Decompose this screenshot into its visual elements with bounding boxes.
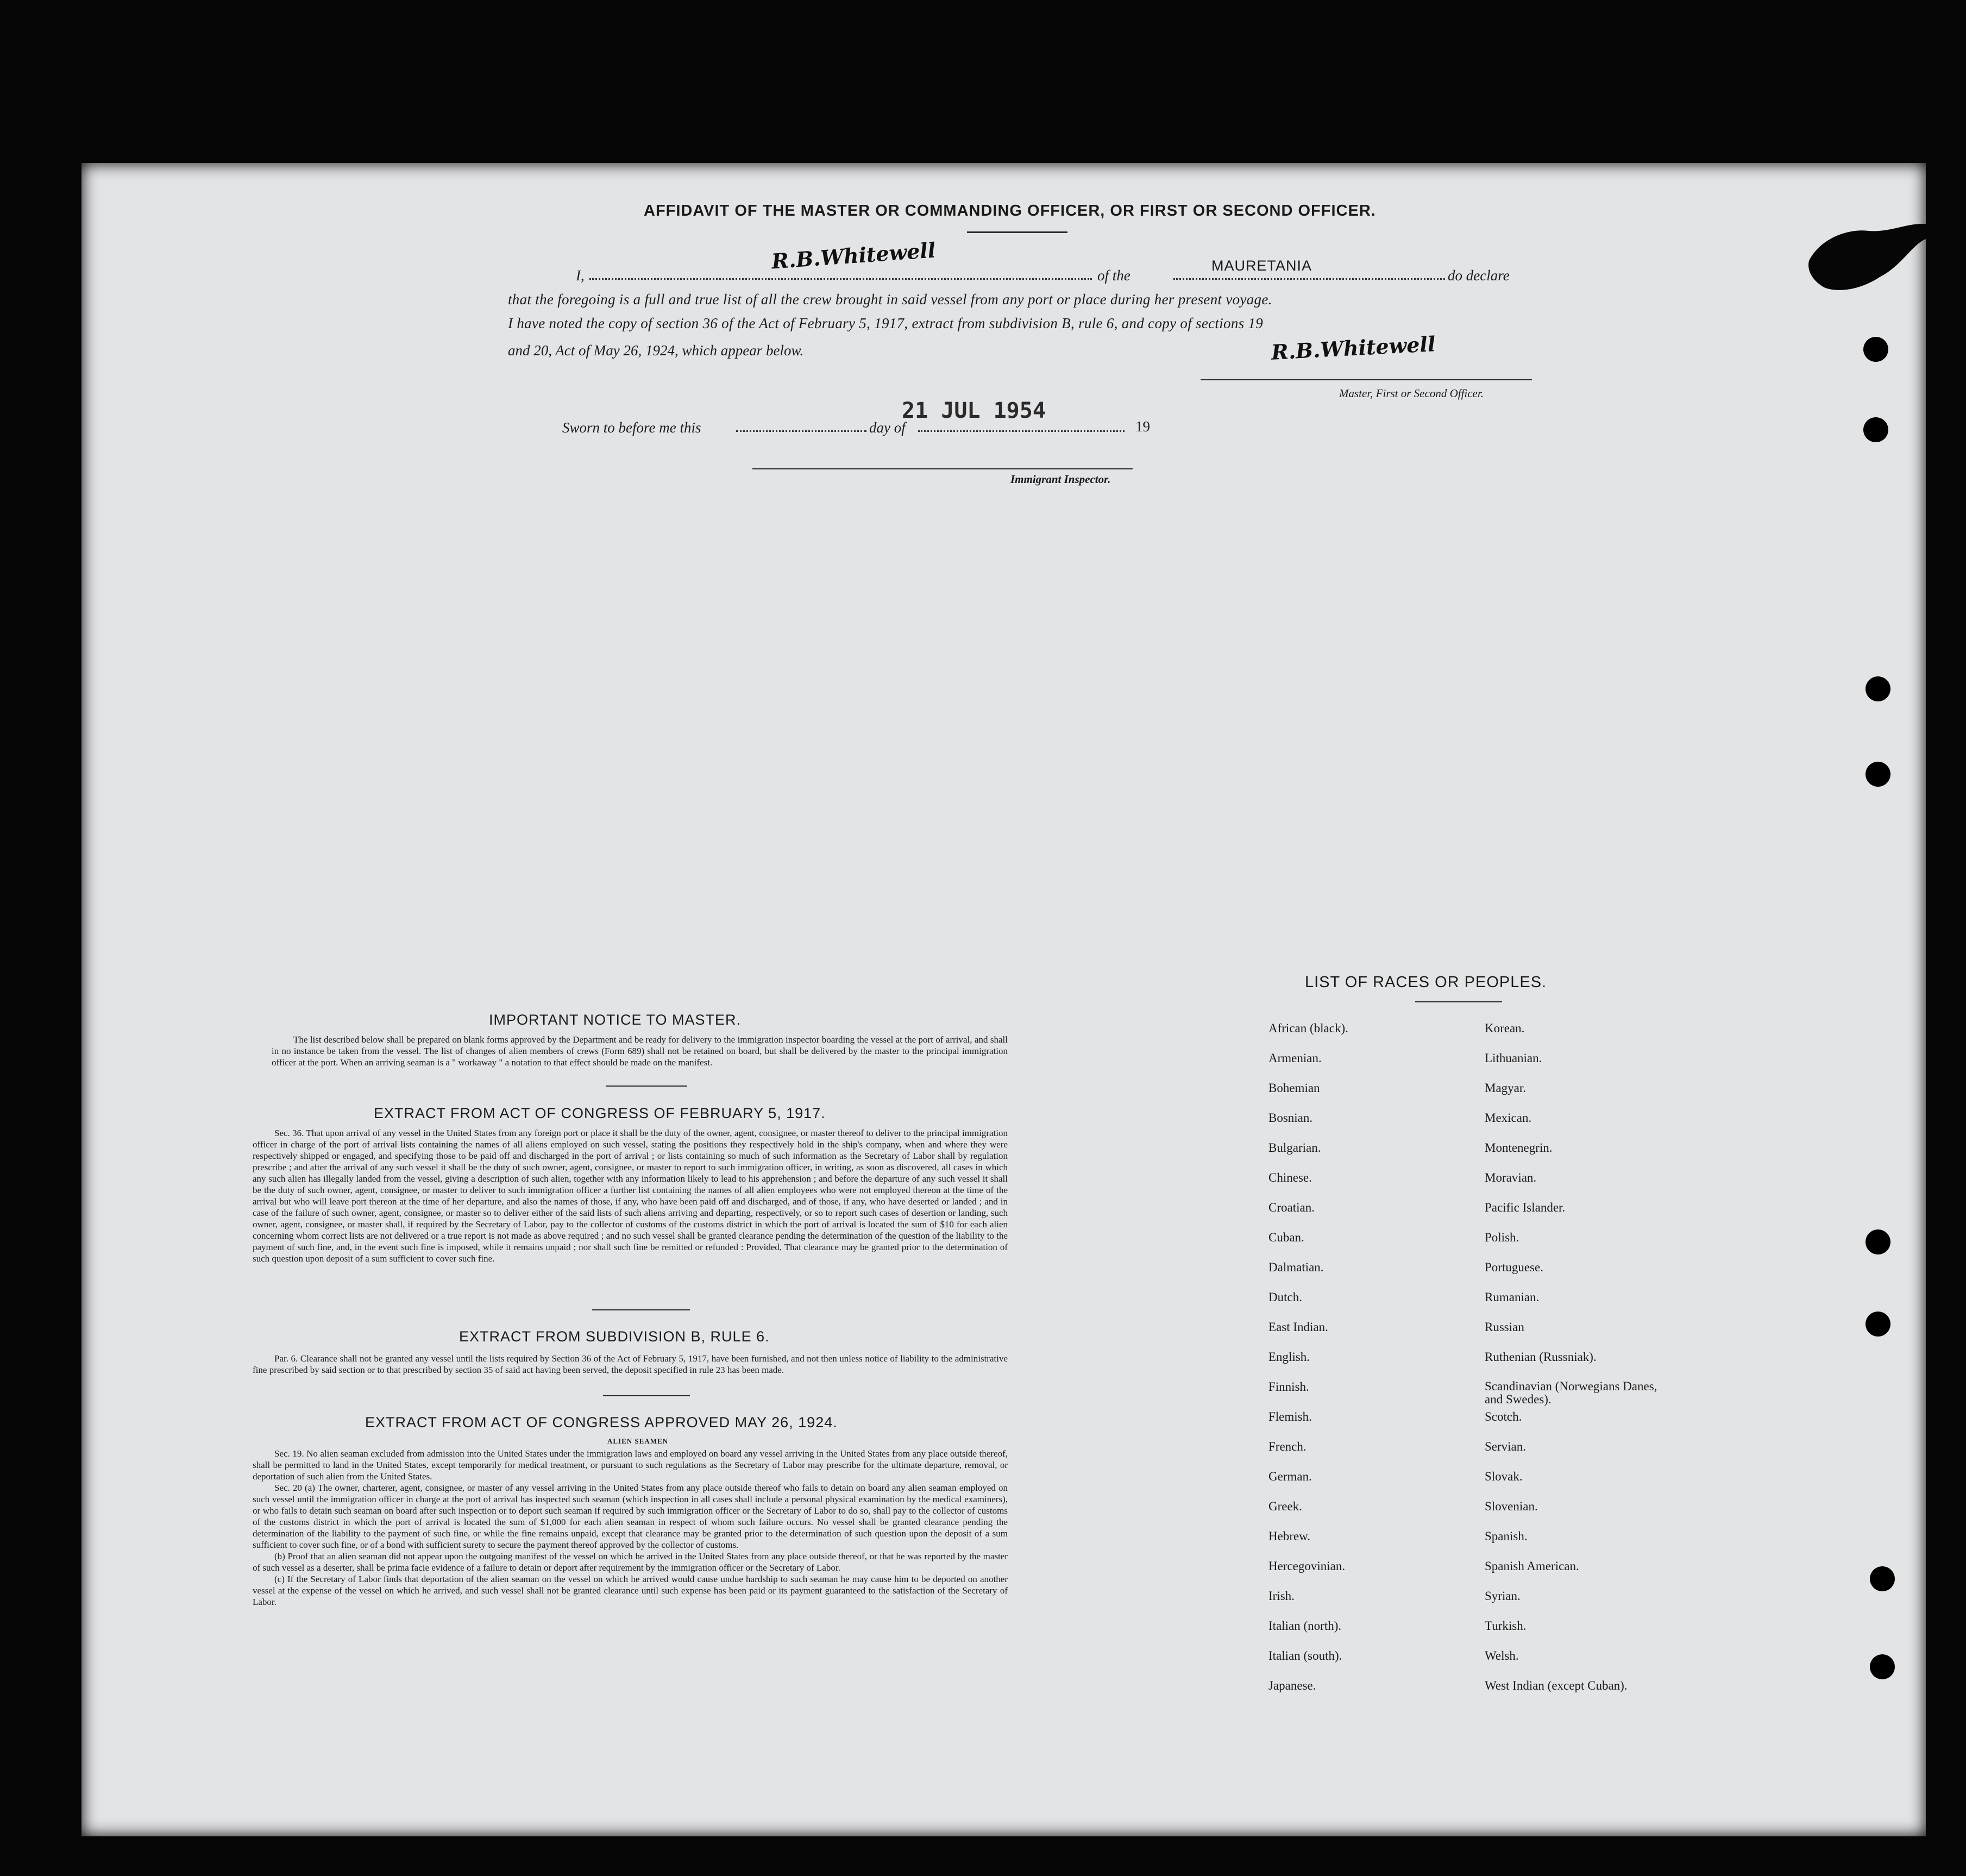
race-item: Dalmatian. bbox=[1268, 1260, 1324, 1274]
punch-hole bbox=[1870, 1566, 1895, 1591]
extract-1924-heading: EXTRACT FROM ACT OF CONGRESS APPROVED MAY 26, 1924. bbox=[365, 1414, 838, 1430]
sworn-line-1 bbox=[736, 430, 866, 432]
race-item: Japanese. bbox=[1268, 1679, 1316, 1692]
race-item: Italian (north). bbox=[1268, 1619, 1342, 1633]
ship-line bbox=[1173, 278, 1445, 280]
affidavit-line2: that the foregoing is a full and true list of all the crew brought in said vessel from any port or place during her present voyage. bbox=[508, 291, 1272, 308]
sec-20b: (b) Proof that an alien seaman did not appear upon the outgoing manifest of the vessel on which he arrived in the United States from any place outside thereof, or that he was reported by the master of such vessel as a deserter, shall be prima facie evidence of a failure to detain or deport after requirement by the immigration officer or the Secretary of Labor. bbox=[253, 1551, 1008, 1573]
punch-hole bbox=[1863, 417, 1888, 442]
race-item: Dutch. bbox=[1268, 1290, 1302, 1304]
race-item: Greek. bbox=[1268, 1499, 1302, 1513]
signature-line bbox=[1201, 379, 1532, 380]
race-item: Moravian. bbox=[1485, 1171, 1537, 1184]
sworn-day: day of bbox=[869, 419, 906, 436]
race-item: Croatian. bbox=[1268, 1201, 1315, 1214]
date-stamp: 21 JUL 1954 bbox=[902, 398, 1046, 423]
punch-hole bbox=[1865, 676, 1890, 701]
divider bbox=[1415, 1001, 1502, 1002]
race-item: Korean. bbox=[1485, 1021, 1525, 1035]
signer-label: Master, First or Second Officer. bbox=[1339, 387, 1484, 400]
punch-hole bbox=[1865, 1312, 1890, 1337]
divider bbox=[603, 1395, 690, 1396]
race-item: Servian. bbox=[1485, 1440, 1527, 1453]
race-item: Spanish. bbox=[1485, 1529, 1528, 1543]
race-item: East Indian. bbox=[1268, 1320, 1328, 1334]
race-item: Lithuanian. bbox=[1485, 1051, 1542, 1065]
subdivision-b-text bbox=[253, 1353, 1008, 1376]
sec-20c: (c) If the Secretary of Labor finds that deportation of the alien seaman on the vessel on which he arrived would cause undue hardship to such seaman he may cause him to be deported on another vessel at the expense of the vessel on which he arrived, and such vessel shall not be granted clearance until such expense has been paid or its payment guaranteed to the satisfaction of the Secretary of Labor. bbox=[253, 1574, 1008, 1607]
affidavit-heading: AFFIDAVIT OF THE MASTER OR COMMANDING OFFICER, OR FIRST OR SECOND OFFICER. bbox=[644, 202, 1376, 219]
sworn-year: 19 bbox=[1135, 418, 1150, 435]
affidavit-declare: do declare bbox=[1448, 267, 1510, 284]
race-item: English. bbox=[1268, 1350, 1310, 1364]
race-item: Bulgarian. bbox=[1268, 1141, 1321, 1155]
race-item: African (black). bbox=[1268, 1021, 1348, 1035]
race-item: Flemish. bbox=[1268, 1410, 1312, 1423]
race-item: Chinese. bbox=[1268, 1171, 1312, 1184]
race-item: Cuban. bbox=[1268, 1231, 1304, 1244]
subdivision-b-heading: EXTRACT FROM SUBDIVISION B, RULE 6. bbox=[459, 1328, 770, 1345]
notice-body: The list described below shall be prepared on blank forms approved by the Department and be ready for delivery to the immigration inspector boarding the vessel at the port of arrival, and shall in no instance be taken from the vessel. The list of changes of alien members of crews (Form 689) shall not be retained on board, but shall be delivered by the master to the principal immigration officer at the port. When an arriving seaman is a " workaway " a notation to that effect should be made on the manifest. bbox=[272, 1034, 1008, 1068]
race-item: Scandinavian (Norwegians Danes, and Swedes). bbox=[1485, 1379, 1657, 1406]
extract-1917-body: Sec. 36. That upon arrival of any vessel in the United States from any foreign port or place it shall be the duty of the owner, agent, consignee, or master thereof to deliver to the principal immigration officer in charge of the port of arrival lists containing the names of all aliens employed on such vessel, stating the positions they respectively hold in the ship's company, when and where they were respectively shipped or engaged, and specifying those to be paid off and discharged in the port of arrival ; or lists containing so much of such information as the Secretary of Labor shall by regulation prescribe ; and after the arrival of any such vessel it shall be the duty of such owner, agent, consignee, or master to report to such immigration officer, in writing, as soon as discovered, all cases in which any such alien has illegally landed from the vessel, giving a description of such alien, together with any information likely to lead to his apprehension ; and before the departure of any such vessel it shall be the duty of such owner, agent, consignee, or master to deliver to such immigration officer a further list containing the names of all alien employees who were not employed thereon at the time of the arrival but who will leave port thereon at the time of her departure, and also the names of those, if any, who have been paid off and discharged, and of those, if any, who have deserted or landed ; and in case of the failure of such owner, agent, consignee, or master so to deliver either of the said lists of such aliens arriving and departing, respectively, or so to report such cases of desertion or landing, such owner, agent, consignee, or master shall, if required by the Secretary of Labor, pay to the collector of customs of the customs district in which the port of arrival is located the sum of $10 for each alien concerning whom correct lists are not delivered or a true report is not made as above required ; and no such vessel shall be granted clearance pending the determination of the question of the liability to the payment of such fine, and, in the event such fine is imposed, while it remains unpaid ; nor shall such fine be remitted or refunded : Provided, That clearance may be granted prior to the determination of such question upon deposit of a sum sufficient to cover such fine. bbox=[253, 1128, 1008, 1264]
inspector-line bbox=[752, 468, 1133, 469]
sec-20a: Sec. 20 (a) The owner, charterer, agent, consignee, or master of any vessel arriving in the United States from any place outside thereof who fails to detain on board any alien seaman employed on such vessel until the immigration officer in charge at the port of arrival has inspected such seaman (which inspection in all cases shall include a personal physical examination by the medical examiners), or who fails to detain such seaman on board after such inspection or to deport such seaman if required by such immigration officer or the Secretary of Labor to do so, shall pay to the collector of customs of the customs district in which the port of arrival is located the sum of $1,000 for each alien seaman in respect of whom such failure occurs. No vessel shall be granted clearance pending the determination of the liability to the payment of such fine, or while the fine remains unpaid, except that clearance may be granted prior to the determination of such question upon the deposit of a sum sufficient to cover such fine, or of a bond with sufficient surety to secure the payment thereof approved by the collector of customs. bbox=[253, 1483, 1008, 1550]
subdivision-b-body: Par. 6. Clearance shall not be granted any vessel until the lists required by Section 36 of the Act of February 5, 1917, have been furnished, and not then unless notice of liability to the administrative fine prescribed by said section or to that prescribed by section 35 of said act having been served, the deposit specified in rule 23 has been made. bbox=[253, 1353, 1008, 1375]
affidavit-line4: and 20, Act of May 26, 1924, which appear below. bbox=[508, 342, 804, 359]
extract-1917-text bbox=[253, 1127, 1008, 1264]
ship-name: MAURETANIA bbox=[1211, 258, 1312, 274]
race-item: Hebrew. bbox=[1268, 1529, 1311, 1543]
race-item: Finnish. bbox=[1268, 1380, 1309, 1394]
torn-corner bbox=[1798, 217, 1929, 304]
race-item: Rumanian. bbox=[1485, 1290, 1540, 1304]
punch-hole bbox=[1870, 1654, 1895, 1679]
race-item: Armenian. bbox=[1268, 1051, 1322, 1065]
sec-19: Sec. 19. No alien seaman excluded from admission into the United States under the immigration laws and employed on board any vessel arriving in the United States from any place outside thereof, shall be permitted to land in the United States, except temporarily for medical treatment, or pursuant to such regulations as the Secretary of Labor may prescribe for the ultimate departure, removal, or deportation of such alien from the United States. bbox=[253, 1448, 1008, 1482]
divider bbox=[606, 1086, 687, 1087]
name-line bbox=[589, 278, 1092, 280]
notice-text bbox=[272, 1034, 1008, 1068]
alien-seamen-subheading: ALIEN SEAMEN bbox=[607, 1437, 669, 1445]
affidavit-of-the: of the bbox=[1097, 267, 1130, 284]
extract-1924-text bbox=[253, 1448, 1008, 1608]
punch-hole bbox=[1863, 337, 1888, 362]
inspector-label: Immigrant Inspector. bbox=[1010, 473, 1111, 486]
race-item: Bosnian. bbox=[1268, 1111, 1313, 1125]
race-item: Bohemian bbox=[1268, 1081, 1320, 1095]
race-item: Italian (south). bbox=[1268, 1649, 1342, 1662]
notice-heading: IMPORTANT NOTICE TO MASTER. bbox=[489, 1012, 742, 1028]
race-item: Pacific Islander. bbox=[1485, 1201, 1566, 1214]
divider bbox=[592, 1309, 690, 1310]
master-signature-top: R.B.Whitewell bbox=[770, 237, 937, 274]
race-item: French. bbox=[1268, 1440, 1307, 1453]
race-item: Turkish. bbox=[1485, 1619, 1527, 1633]
race-item: Portuguese. bbox=[1485, 1260, 1543, 1274]
race-item: Hercegovinian. bbox=[1268, 1559, 1346, 1573]
divider bbox=[967, 231, 1067, 233]
race-item: Ruthenian (Russniak). bbox=[1485, 1350, 1597, 1364]
race-item: Syrian. bbox=[1485, 1589, 1521, 1603]
race-item: Scotch. bbox=[1485, 1410, 1522, 1423]
punch-hole bbox=[1865, 762, 1890, 787]
sworn-prefix: Sworn to before me this bbox=[562, 419, 701, 436]
master-signature: R.B.Whitewell bbox=[1271, 331, 1436, 365]
punch-hole bbox=[1865, 1229, 1890, 1254]
extract-1917-heading: EXTRACT FROM ACT OF CONGRESS OF FEBRUARY 5, 1917. bbox=[374, 1105, 826, 1121]
affidavit-i: I, bbox=[576, 267, 585, 284]
race-item: German. bbox=[1268, 1470, 1312, 1483]
races-heading: LIST OF RACES OR PEOPLES. bbox=[1305, 974, 1547, 991]
race-item: Slovenian. bbox=[1485, 1499, 1538, 1513]
race-item: Spanish American. bbox=[1485, 1559, 1579, 1573]
race-item: Montenegrin. bbox=[1485, 1141, 1553, 1155]
race-item: Russian bbox=[1485, 1320, 1524, 1334]
race-item: Mexican. bbox=[1485, 1111, 1532, 1125]
race-item: Polish. bbox=[1485, 1231, 1519, 1244]
affidavit-line3: I have noted the copy of section 36 of the Act of February 5, 1917, extract from subdivision B, rule 6, and copy of sections 19 bbox=[508, 315, 1264, 331]
sworn-line-2 bbox=[918, 430, 1125, 432]
race-item: Irish. bbox=[1268, 1589, 1295, 1603]
race-item: West Indian (except Cuban). bbox=[1485, 1679, 1628, 1692]
race-item: Magyar. bbox=[1485, 1081, 1527, 1095]
race-item: Welsh. bbox=[1485, 1649, 1519, 1662]
race-item: Slovak. bbox=[1485, 1470, 1523, 1483]
